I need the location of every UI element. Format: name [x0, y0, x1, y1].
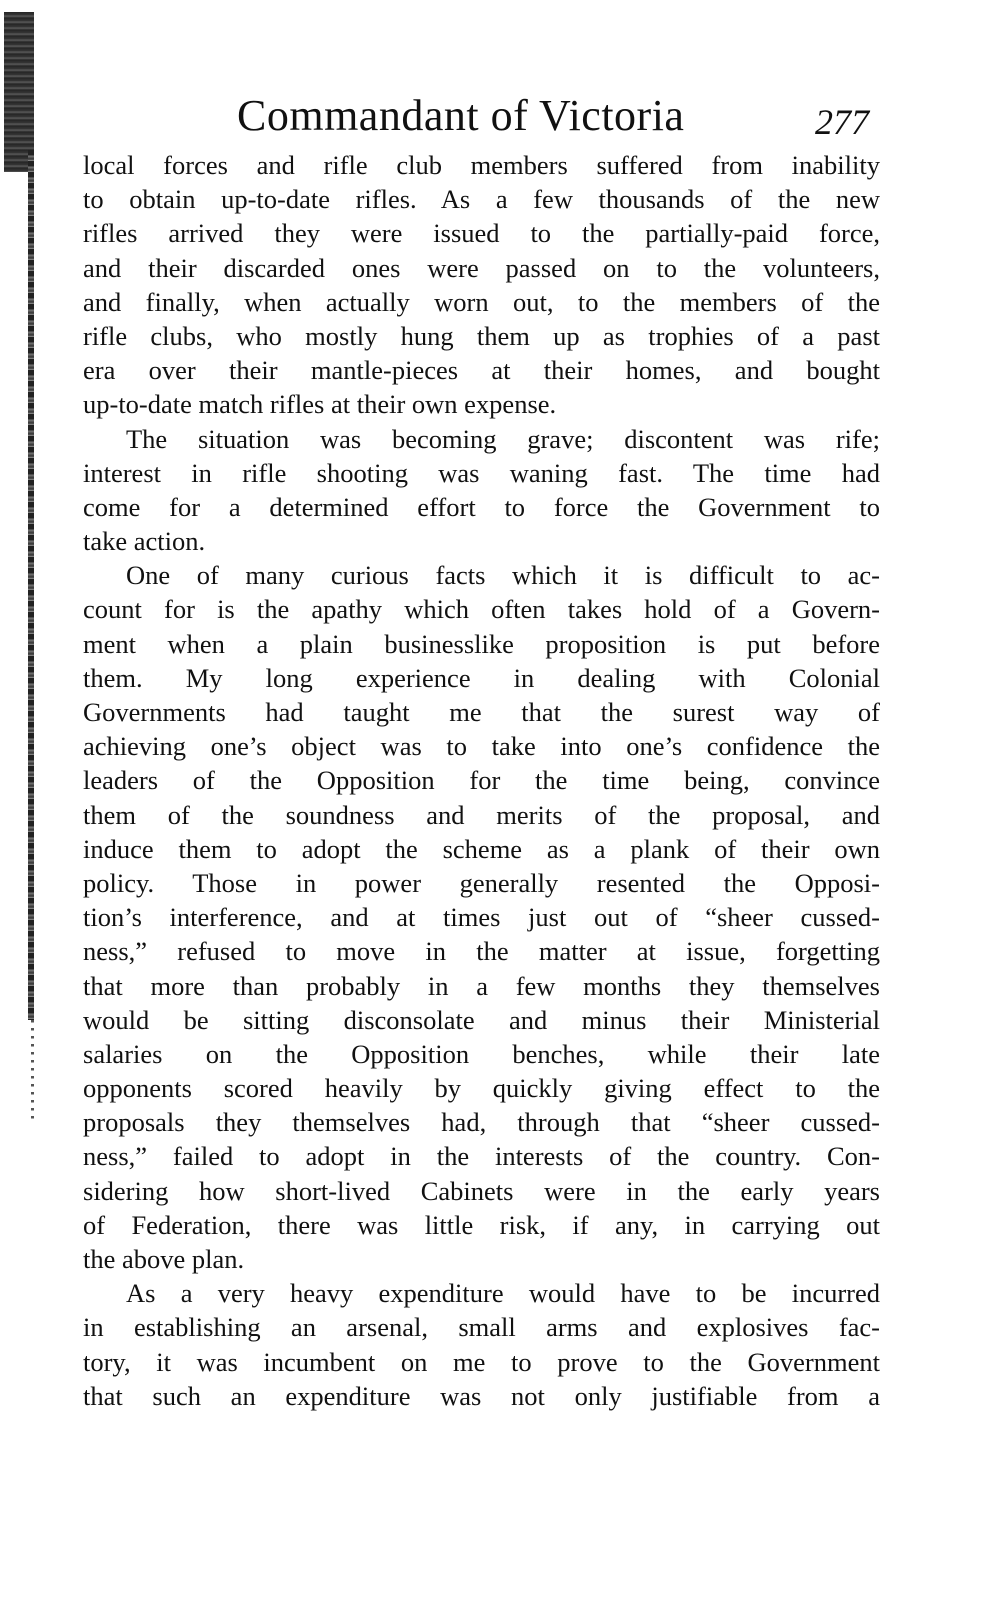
text-line: in establishing an arsenal, small arms and explosives fac- [83, 1312, 880, 1343]
running-title: Commandant of Victoria [237, 91, 685, 140]
text-line: Governments had taught me that the surest way of [83, 697, 880, 727]
text-line: ment when a plain businesslike proposition is put before [83, 628, 880, 659]
text-line: take action. [83, 526, 206, 557]
text-line: come for a determined effort to force the Government to [83, 491, 880, 522]
text-line: tory, it was incumbent on me to prove to the Government [83, 1346, 880, 1377]
text-line: The situation was becoming grave; discontent was rife; [126, 423, 880, 454]
body-text [83, 148, 880, 1413]
text-line: interest in rifle shooting was waning fast. The time had [83, 457, 880, 488]
text-line: rifles arrived they were issued to the partially-paid force, [83, 218, 880, 249]
text-line: them of the soundness and merits of the proposal, and [83, 799, 880, 830]
text-line: and their discarded ones were passed on to the volunteers, [83, 252, 880, 283]
text-line: policy. Those in power generally resented the Opposi- [83, 867, 880, 898]
text-line: to obtain up-to-date rifles. As a few thousands of the new [83, 184, 880, 215]
text-line: the above plan. [83, 1244, 245, 1274]
text-line: ness,” refused to move in the matter at issue, forgetting [83, 936, 880, 967]
running-head [0, 88, 1000, 148]
text-line: leaders of the Opposition for the time being, convince [83, 765, 880, 796]
text-line: of Federation, there was little risk, if any, in carrying out [83, 1209, 880, 1240]
text-line: As a very heavy expenditure would have to be incurred [126, 1278, 880, 1309]
page-number: 277 [815, 102, 869, 142]
paragraph [83, 1276, 880, 1413]
paragraph [83, 558, 880, 1276]
gutter-shadow-edge [28, 150, 34, 1020]
text-line: tion’s interference, and at times just out of “sheer cussed- [83, 902, 880, 933]
text-line: induce them to adopt the scheme as a plank of their own [83, 833, 880, 864]
text-line: and finally, when actually worn out, to the members of the [83, 286, 880, 317]
text-line: them. My long experience in dealing with Colonial [83, 662, 880, 693]
text-line: that such an expenditure was not only justifiable from a [83, 1380, 880, 1411]
text-line: ness,” failed to adopt in the interests of the country. Con- [83, 1141, 880, 1172]
book-binding-gutter [0, 0, 40, 1597]
text-line: proposals they themselves had, through that “sheer cussed- [83, 1107, 880, 1138]
text-line: rifle clubs, who mostly hung them up as trophies of a past [83, 320, 880, 351]
text-line: local forces and rifle club members suffered from inability [83, 150, 880, 180]
text-line: One of many curious facts which it is difficult to ac- [126, 560, 880, 591]
text-line: opponents scored heavily by quickly giving effect to the [83, 1073, 880, 1104]
text-line: achieving one’s object was to take into one’s confidence the [83, 731, 880, 762]
gutter-shadow-fade [31, 1020, 34, 1120]
text-line: sidering how short-lived Cabinets were in the early years [83, 1175, 880, 1206]
text-line: count for is the apathy which often takes hold of a Govern- [83, 594, 880, 625]
paragraph [83, 148, 880, 422]
text-line: salaries on the Opposition benches, while their late [83, 1038, 880, 1069]
text-line: era over their mantle-pieces at their homes, and bought [83, 355, 880, 386]
text-line: that more than probably in a few months they themselves [83, 970, 880, 1001]
paragraph [83, 422, 880, 559]
text-line: would be sitting disconsolate and minus their Ministerial [83, 1004, 880, 1035]
text-line: up-to-date match rifles at their own expense. [83, 389, 557, 420]
